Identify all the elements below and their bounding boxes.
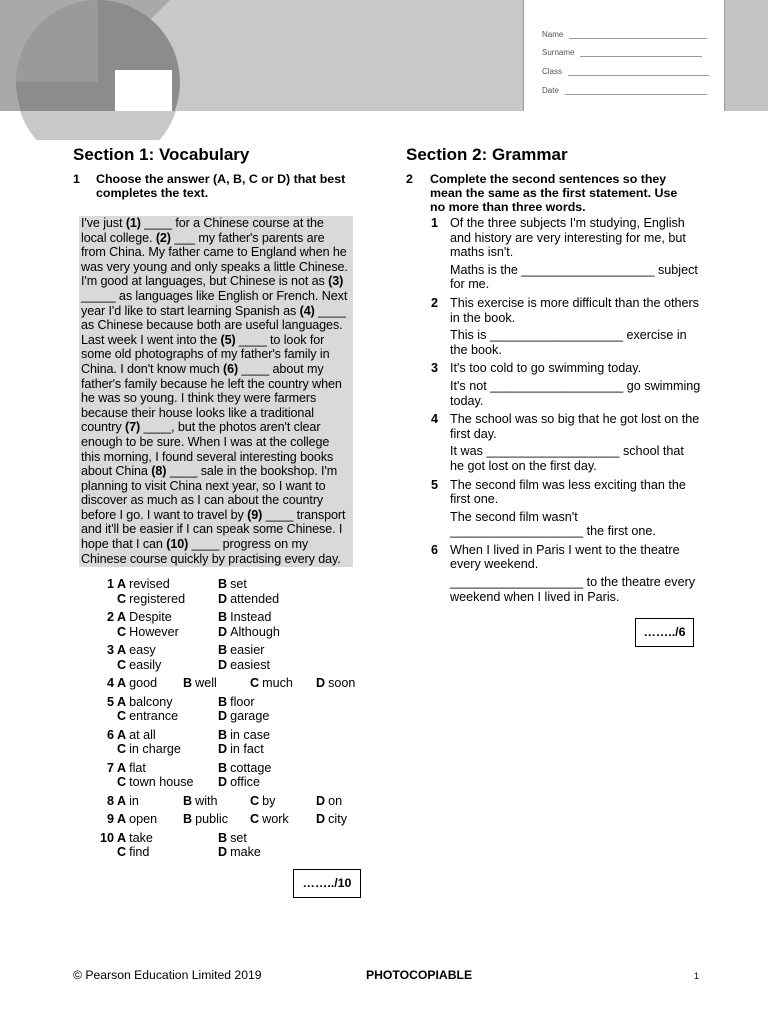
section2-instruction — [406, 172, 696, 216]
section1-instruction — [73, 172, 363, 202]
student-info-box — [523, 0, 725, 111]
option-a[interactable]: A easy — [117, 643, 156, 657]
option-a[interactable]: A revised — [117, 577, 170, 591]
instruction-text: Complete the second sentences so they mean the same as the first statement. Use no more than three words. — [430, 172, 678, 214]
option-c[interactable]: C by — [250, 793, 276, 808]
item-prompt: The school was so big that he got lost on the first day. — [450, 412, 700, 441]
item-prompt: The second film was less exciting than the first one. — [450, 477, 686, 507]
item-prompt: It's too cold to go swimming today. — [450, 361, 642, 376]
option-d[interactable]: D Although — [218, 624, 280, 639]
multiple-choice-list — [96, 577, 366, 864]
question-number: 10 — [99, 830, 114, 845]
item-answer-line[interactable]: It's not ___________________ go swimming today. — [450, 378, 701, 408]
item-number: 5 — [431, 477, 439, 492]
option-c[interactable]: C work — [250, 812, 289, 826]
date-field[interactable] — [542, 86, 707, 95]
surname-field[interactable] — [542, 48, 702, 57]
passage-line: I've just (1) ____ for a Chinese course at the — [81, 216, 324, 230]
option-c[interactable]: C entrance — [117, 709, 179, 723]
date-label: Date — [542, 86, 559, 95]
option-c[interactable]: C much — [250, 676, 293, 690]
passage-line: some old photographs of my father's family in — [81, 347, 330, 362]
class-field[interactable] — [542, 67, 709, 76]
option-a[interactable]: A open — [117, 812, 158, 826]
option-c[interactable]: C easily — [117, 657, 162, 672]
instruction-number: 2 — [406, 172, 413, 186]
passage-line: planning to visit China next year, so I want to — [81, 478, 326, 493]
passage-line: I'm good at languages, but Chinese is not as (3) — [81, 274, 344, 289]
question-number: 7 — [106, 760, 114, 775]
copyright-text: © Pearson Education Limited 2019 — [73, 968, 262, 982]
option-d[interactable]: D city — [316, 812, 347, 826]
question-4 — [96, 676, 366, 691]
option-d[interactable]: D on — [316, 793, 343, 808]
question-6 — [96, 728, 366, 757]
option-b[interactable]: B Instead — [218, 610, 272, 624]
passage-line: hope that I can (10) ____ progress on my — [81, 537, 309, 552]
option-b[interactable]: B in case — [218, 727, 271, 742]
passage-line: before I go. I want to travel by (9) ____ transport — [81, 507, 346, 522]
item-number: 6 — [431, 542, 439, 557]
question-1 — [96, 577, 366, 606]
instruction-number: 1 — [73, 172, 80, 186]
question-7 — [96, 761, 366, 790]
page-number: 1 — [694, 971, 700, 981]
grammar-list — [431, 216, 701, 608]
item-prompt: When I lived in Paris I went to the theatre every weekend. — [450, 542, 680, 572]
section1-title: Section 1: Vocabulary — [73, 145, 250, 164]
passage-line: about China (8) ____ sale in the bookshop. I'm — [81, 464, 338, 479]
item-number: 3 — [431, 361, 439, 376]
question-5 — [96, 695, 366, 724]
option-b[interactable]: B well — [183, 676, 217, 690]
passage-line: and it'll be easier if I can speak some Chinese. I — [81, 522, 343, 537]
grammar-item-4 — [431, 412, 701, 473]
passage-line: enough to be sure. When I was at the college — [81, 434, 330, 449]
question-number: 6 — [106, 727, 114, 742]
option-c[interactable]: C in charge — [117, 742, 181, 756]
header-right-strip — [725, 0, 768, 111]
passage-line: this morning, I found several interesting books — [81, 449, 334, 464]
passage-line: because their house looks like a traditional — [81, 405, 314, 420]
passage-line: from China. My father came to England when he — [81, 245, 347, 260]
question-number: 1 — [106, 577, 114, 591]
question-number: 5 — [106, 694, 114, 709]
option-d[interactable]: D attended — [218, 591, 280, 606]
option-a[interactable]: A balcony — [117, 694, 173, 709]
item-prompt: Of the three subjects I'm studying, English and history are very interesting for me, but maths isn't. — [450, 216, 686, 260]
option-d[interactable]: D easiest — [218, 657, 271, 672]
question-2 — [96, 610, 366, 639]
class-label: Class — [542, 67, 563, 76]
item-prompt: This exercise is more difficult than the others in the book. — [450, 295, 699, 325]
question-number: 2 — [106, 610, 114, 624]
option-b[interactable]: B cottage — [218, 760, 272, 775]
passage-line: Last week I went into the (5) ____ to look for — [81, 332, 325, 347]
option-d[interactable]: D office — [218, 775, 260, 789]
question-8 — [96, 794, 366, 809]
item-answer-line[interactable]: It was ___________________ school that he got lost on the first day. — [450, 444, 684, 473]
question-number: 9 — [106, 812, 114, 826]
logo-graphic — [0, 0, 240, 140]
item-number: 1 — [431, 216, 439, 230]
option-b[interactable]: B set — [218, 577, 247, 591]
question-3 — [96, 643, 366, 672]
instruction-text: Choose the answer (A, B, C or D) that best completes the text. — [96, 172, 346, 200]
item-answer-line[interactable]: This is ___________________ exercise in the book. — [450, 328, 687, 357]
item-number: 2 — [431, 295, 439, 310]
option-a[interactable]: A flat — [117, 760, 146, 775]
question-number: 3 — [106, 643, 114, 657]
option-d[interactable]: D in fact — [218, 742, 264, 756]
option-b[interactable]: B public — [183, 812, 229, 826]
passage-line: he was so young. I think they were farmers — [81, 391, 317, 406]
option-a[interactable]: A take — [117, 830, 153, 845]
grammar-item-6 — [431, 543, 701, 604]
option-c[interactable]: C find — [117, 845, 150, 859]
option-b[interactable]: B with — [183, 793, 218, 808]
option-a[interactable]: A in — [117, 793, 139, 808]
option-b[interactable]: B floor — [218, 694, 255, 709]
grammar-item-3 — [431, 361, 701, 408]
question-number: 4 — [106, 676, 114, 690]
question-10 — [96, 831, 366, 860]
question-9 — [96, 812, 366, 827]
option-c[interactable]: C town house — [117, 775, 194, 789]
passage-line: _____ as languages like English or French. Next — [81, 288, 348, 303]
section1-score-box[interactable]: ……../10 — [293, 869, 361, 898]
option-d[interactable]: D soon — [316, 676, 356, 690]
grammar-item-5 — [431, 478, 701, 539]
passage-line: China. I don't know much (6) ____ about my — [81, 361, 324, 376]
option-d[interactable]: D make — [218, 845, 261, 859]
option-a[interactable]: A Despite — [117, 610, 172, 624]
section2-score-box[interactable]: ……../6 — [635, 618, 694, 647]
option-c[interactable]: C registered — [117, 591, 186, 606]
option-c[interactable]: C However — [117, 624, 179, 639]
option-d[interactable]: D garage — [218, 709, 270, 723]
surname-label: Surname — [542, 48, 575, 57]
passage-line: local college. (2) ___ my father's parents are — [81, 230, 325, 245]
option-b[interactable]: B easier — [218, 643, 265, 657]
reading-passage — [79, 216, 353, 567]
grammar-item-1 — [431, 216, 701, 292]
item-answer-line[interactable]: Maths is the ___________________ subject for me. — [450, 262, 698, 292]
passage-line: as Chinese because both are useful languages. — [81, 318, 343, 333]
option-a[interactable]: A at all — [117, 727, 156, 742]
name-label: Name — [542, 30, 564, 39]
passage-line: was very young and only speaks a little Chinese. — [81, 259, 348, 274]
item-answer-line[interactable]: ___________________ to the theatre every weekend when I lived in Paris. — [450, 575, 696, 604]
passage-line: discover as much as I can about the country — [81, 493, 324, 508]
item-number: 4 — [431, 412, 439, 427]
item-answer-line[interactable]: The second film wasn't ___________________ the first one. — [450, 509, 656, 539]
section2-title: Section 2: Grammar — [406, 145, 568, 164]
photocopiable-label: PHOTOCOPIABLE — [366, 968, 473, 982]
option-b[interactable]: B set — [218, 830, 247, 845]
passage-line: country (7) ____, but the photos aren't clear — [81, 420, 321, 435]
question-number: 8 — [106, 793, 114, 808]
name-field[interactable] — [542, 30, 707, 39]
passage-line: father's family because he left the country when — [81, 376, 342, 391]
option-a[interactable]: A good — [117, 676, 158, 690]
passage-line: Chinese course quickly by practising every day. — [81, 551, 341, 566]
grammar-item-2 — [431, 296, 701, 357]
passage-line: year I'd like to start learning Spanish as (4) ____ — [81, 303, 346, 318]
